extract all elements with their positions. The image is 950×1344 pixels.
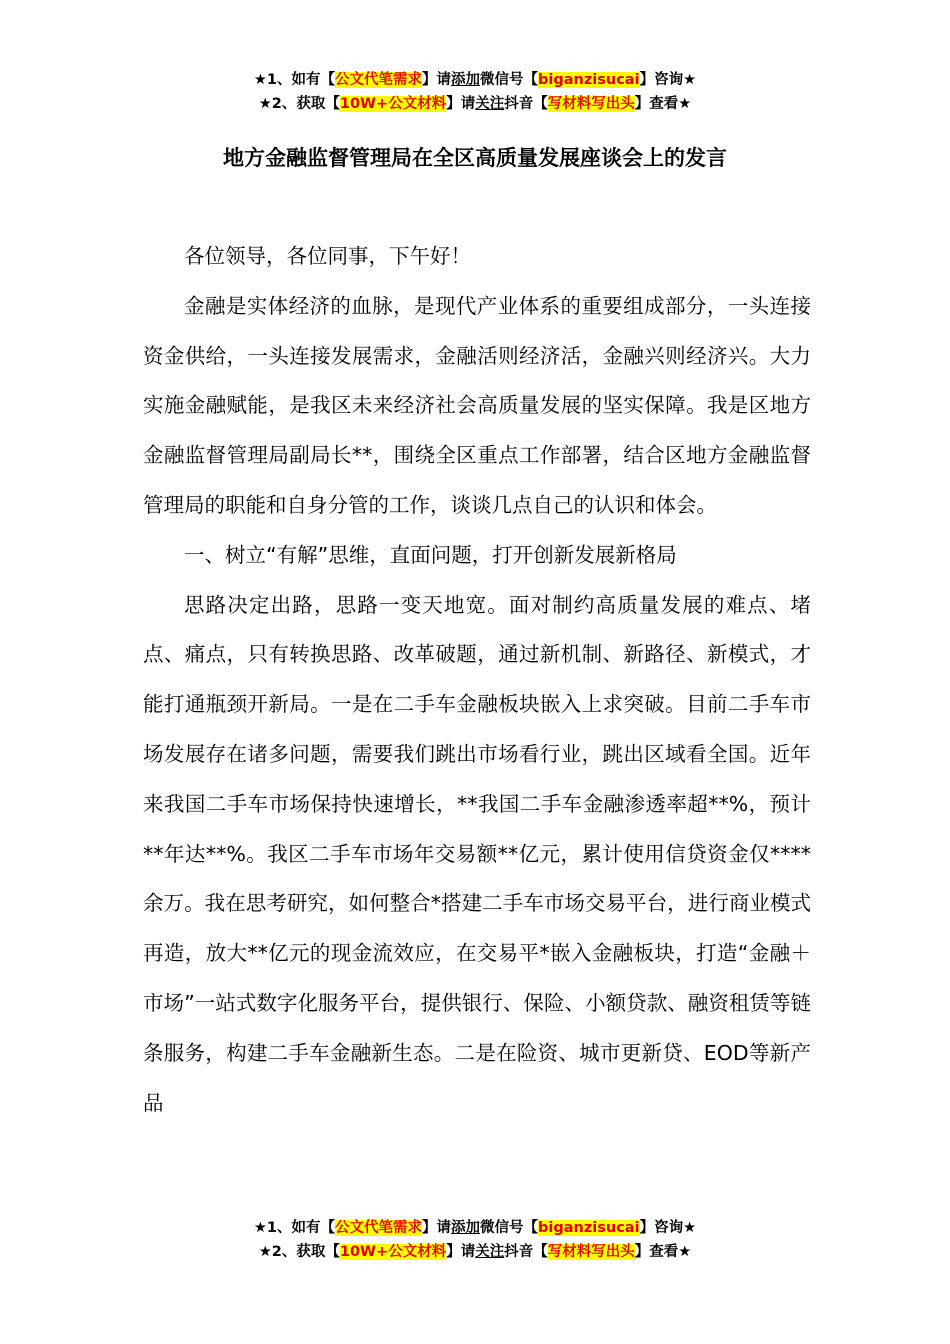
- paragraph-greeting: 各位领导，各位同事，下午好！: [184, 244, 471, 268]
- document-title: 地方金融监督管理局在全区高质量发展座谈会上的发言: [223, 146, 727, 170]
- promo-line-2: ★2、获取【10W+公文材料】请关注抖音【写材料写出头】查看★: [258, 1244, 692, 1260]
- promo-line-1: ★1、如有【公文代笔需求】请添加微信号【biganzisucai】咨询★: [253, 1220, 697, 1236]
- paragraph-section-1: 思路决定出路，思路一变天地宽。面对制约高质量发展的难点、堵点、痛点，只有转换思路、改革破题，通过新机制、新路径、新模式，才能打通瓶颈开新局。一是在二手车金融板块嵌入上求突破。目前二手车市场发展存在诸多问题，需要我们跳出市场看行业，跳出区域看全国。近年来我国二手车市场保持快速增长，**我国二手车金融渗透率超**%，预计**年达**%。我区二手车市场年交易额**亿元，累计使用信贷资金仅****余万。我在思考研究，如何整合*搭建二手车市场交易平台，进行商业模式再造，放大**亿元的现金流效应，在交易平*嵌入金融板块，打造“金融＋市场”一站式数字化服务平台，提供银行、保险、小额贷款、融资租赁等链条服务，构建二手车金融新生态。二是在险资、城市更新贷、EOD等新产品: [143, 592, 811, 1115]
- promo-banner-top: [0, 68, 950, 116]
- promo-line-1: ★1、如有【公文代笔需求】请添加微信号【biganzisucai】咨询★: [253, 72, 697, 88]
- section-heading-1: 一、树立“有解”思维，直面问题，打开创新发展新格局: [184, 542, 677, 567]
- paragraph-intro: 金融是实体经济的血脉，是现代产业体系的重要组成部分，一头连接资金供给，一头连接发展需求，金融活则经济活，金融兴则经济兴。大力实施金融赋能，是我区未来经济社会高质量发展的坚实保障。我是区地方金融监督管理局副局长**，围绕全区重点工作部署，结合区地方金融监督管理局的职能和自身分管的工作，谈谈几点自己的认识和体会。: [143, 293, 811, 517]
- promo-line-2: ★2、获取【10W+公文材料】请关注抖音【写材料写出头】查看★: [258, 96, 692, 112]
- document-body: [143, 232, 811, 1128]
- promo-banner-bottom: [0, 1216, 950, 1264]
